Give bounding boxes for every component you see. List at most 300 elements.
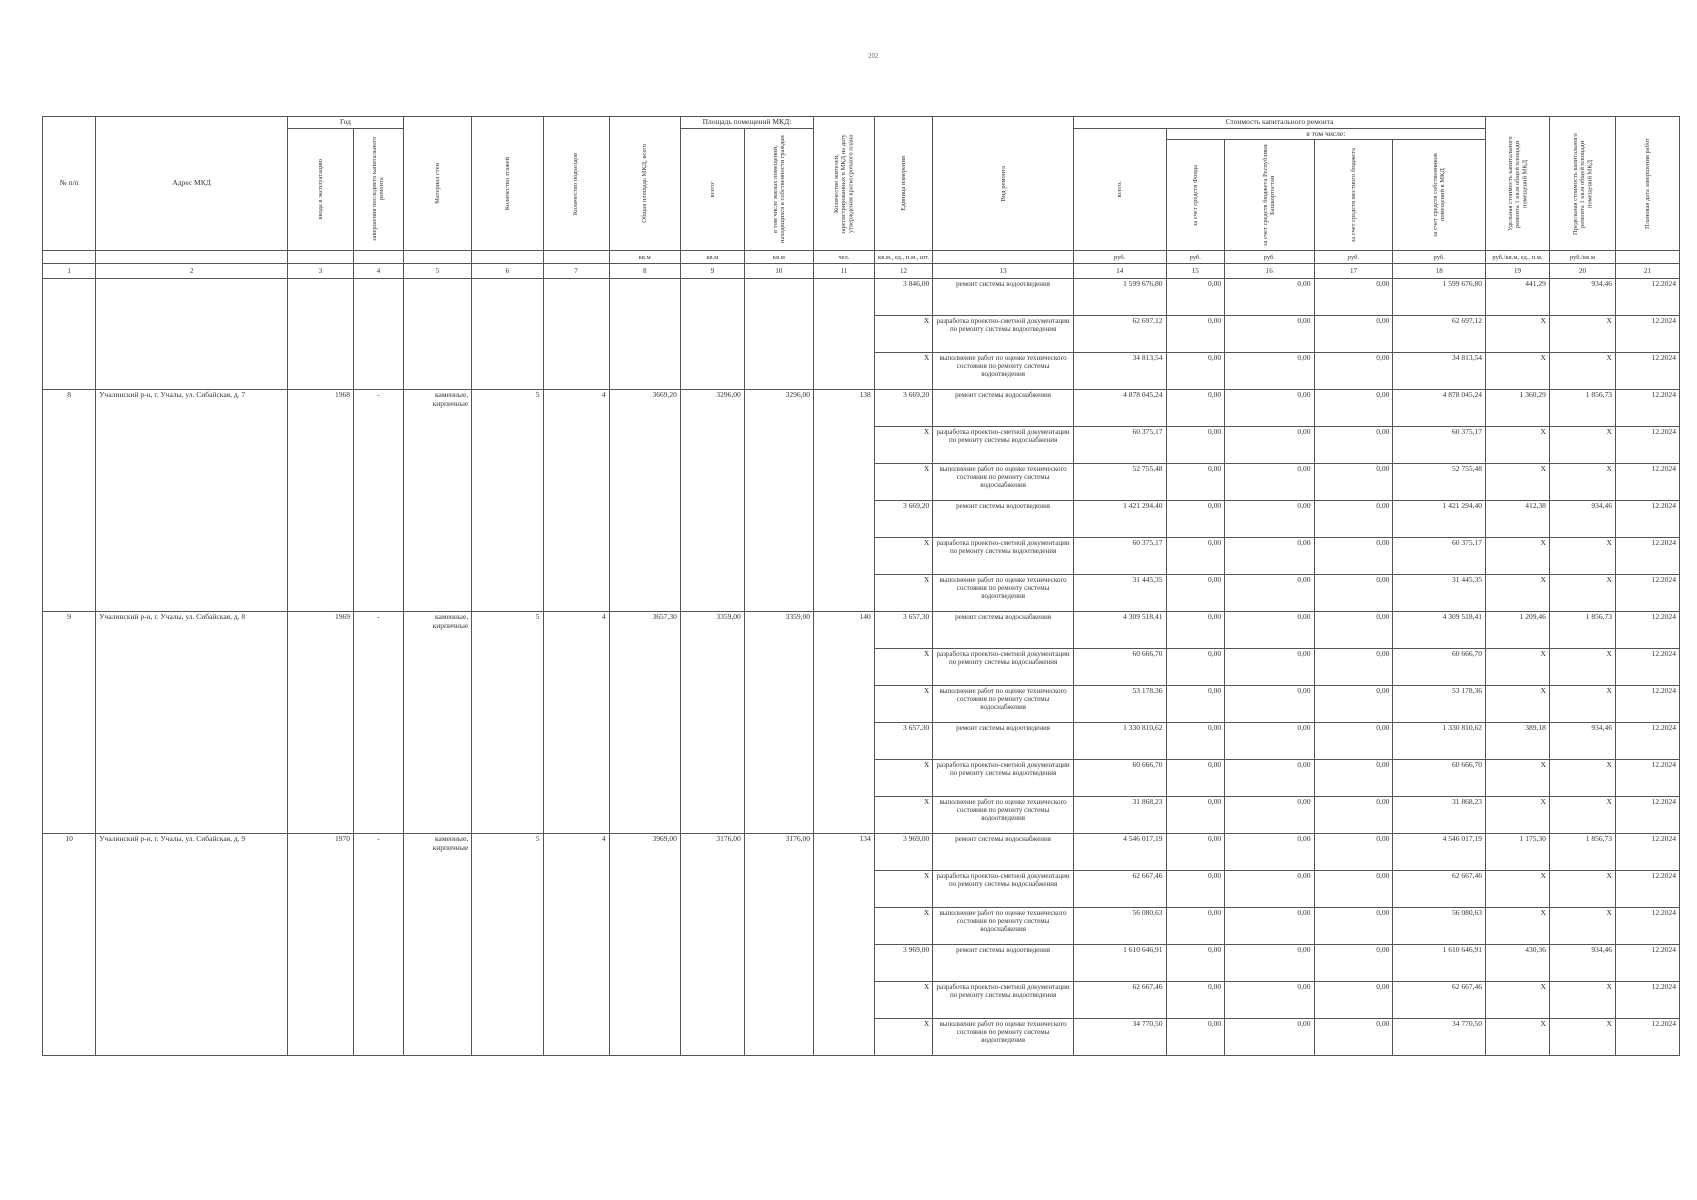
limit-cost: X [1549, 427, 1615, 464]
limit-cost: 1 856,73 [1549, 612, 1615, 649]
col-header-last-overhaul: завершения последнего капитального ремонта [353, 128, 403, 251]
limit-cost: X [1549, 686, 1615, 723]
cost-republic: 0,00 [1225, 686, 1314, 723]
cost-total: 4 546 017,19 [1073, 834, 1166, 871]
house-row [43, 612, 1680, 649]
entrances-count: 4 [543, 390, 609, 612]
cost-republic: 0,00 [1225, 908, 1314, 945]
wall-material: каменные, кирпичные [404, 834, 472, 1056]
work-unit: X [874, 871, 933, 908]
cost-local: 0,00 [1314, 464, 1393, 501]
cost-republic: 0,00 [1225, 353, 1314, 390]
unit-cost: X [1486, 760, 1550, 797]
total-area: 3669,20 [609, 390, 680, 612]
work-type: выполнение работ по оценке технического состояния по ремонту системы водоотведения [933, 1019, 1074, 1056]
cost-local: 0,00 [1314, 760, 1393, 797]
cost-owners: 34 813,54 [1393, 353, 1486, 390]
unit-cost: 389,18 [1486, 723, 1550, 760]
cost-owners: 31 868,23 [1393, 797, 1486, 834]
cost-fund: 0,00 [1166, 686, 1225, 723]
col-header-local: за счет средств местного бюджета [1314, 140, 1393, 251]
unit-owners: руб. [1393, 251, 1486, 264]
entrances-count: 4 [543, 834, 609, 1056]
col-header-including: в том числе: [1166, 128, 1486, 140]
cost-local: 0,00 [1314, 390, 1393, 427]
cost-fund: 0,00 [1166, 797, 1225, 834]
planned-date: 12.2024 [1615, 390, 1679, 427]
unit-cost: X [1486, 908, 1550, 945]
unit-area-owners: кв.м [744, 251, 813, 264]
cost-republic: 0,00 [1225, 797, 1314, 834]
cost-owners: 60 375,17 [1393, 538, 1486, 575]
unit-residents: чел. [814, 251, 875, 264]
register-body [43, 279, 1680, 1056]
limit-cost: 934,46 [1549, 945, 1615, 982]
cost-owners: 53 178,36 [1393, 686, 1486, 723]
col-header-commissioning: ввода в эксплуатацию [287, 128, 353, 251]
unit-cost: X [1486, 1019, 1550, 1056]
unit-cost: X [1486, 982, 1550, 1019]
work-type: ремонт системы водоотведения [933, 501, 1074, 538]
col-header-fund: за счет средств Фонда [1166, 140, 1225, 251]
page-number: 202 [868, 52, 879, 60]
work-type: выполнение работ по оценке технического состояния по ремонту системы водоотведения [933, 575, 1074, 612]
residents-count: 140 [814, 612, 875, 834]
cost-total: 34 813,54 [1073, 353, 1166, 390]
cost-fund: 0,00 [1166, 908, 1225, 945]
area-owners: 3176,00 [744, 834, 813, 1056]
work-type: выполнение работ по оценке технического состояния по ремонту системы водоотведения [933, 353, 1074, 390]
cost-total: 31 445,35 [1073, 575, 1166, 612]
unit-total-area: кв.м [609, 251, 680, 264]
work-unit: 3 969,00 [874, 945, 933, 982]
total-area: 3969,00 [609, 834, 680, 1056]
unit-limit-cost: руб./кв.м [1549, 251, 1615, 264]
work-unit: X [874, 686, 933, 723]
work-type: ремонт системы водоснабжения [933, 390, 1074, 427]
limit-cost: 934,46 [1549, 501, 1615, 538]
unit-cost: X [1486, 464, 1550, 501]
work-type: разработка проектно-сметной документации по ремонту системы водоснабжения [933, 649, 1074, 686]
unit-cost: X [1486, 797, 1550, 834]
limit-cost: 934,46 [1549, 723, 1615, 760]
planned-date: 12.2024 [1615, 279, 1679, 316]
unit-cost: X [1486, 538, 1550, 575]
residents-count: 134 [814, 834, 875, 1056]
cost-total: 52 755,48 [1073, 464, 1166, 501]
planned-date: 12.2024 [1615, 797, 1679, 834]
header-row-1 [43, 117, 1680, 129]
cost-local: 0,00 [1314, 279, 1393, 316]
limit-cost: X [1549, 797, 1615, 834]
unit-cost: 412,38 [1486, 501, 1550, 538]
work-unit: X [874, 649, 933, 686]
work-type: ремонт системы водоснабжения [933, 834, 1074, 871]
total-area: 3657,30 [609, 612, 680, 834]
col-header-repair-type: Вид ремонта [933, 117, 1074, 251]
house-num: 10 [43, 834, 96, 1056]
cost-republic: 0,00 [1225, 760, 1314, 797]
floors-count: 5 [472, 612, 543, 834]
cost-total: 1 421 294,40 [1073, 501, 1166, 538]
unit-cost: 441,29 [1486, 279, 1550, 316]
cost-fund: 0,00 [1166, 871, 1225, 908]
area-all: 3296,00 [680, 390, 744, 612]
cost-total: 4 878 045,24 [1073, 390, 1166, 427]
unit-area-all: кв.м [680, 251, 744, 264]
cost-fund: 0,00 [1166, 723, 1225, 760]
planned-date: 12.2024 [1615, 612, 1679, 649]
cost-total: 62 667,46 [1073, 982, 1166, 1019]
planned-date: 12.2024 [1615, 1019, 1679, 1056]
work-type: разработка проектно-сметной документации по ремонту системы водоснабжения [933, 871, 1074, 908]
cost-republic: 0,00 [1225, 982, 1314, 1019]
cost-republic: 0,00 [1225, 1019, 1314, 1056]
planned-date: 12.2024 [1615, 982, 1679, 1019]
year-built: 1969 [287, 612, 353, 834]
planned-date: 12.2024 [1615, 316, 1679, 353]
unit-cost: 1 360,29 [1486, 390, 1550, 427]
work-unit: 3 657,30 [874, 723, 933, 760]
unit-cost: X [1486, 353, 1550, 390]
work-unit: X [874, 575, 933, 612]
col-header-repair-cost: Стоимость капитального ремонта [1073, 117, 1485, 129]
cost-total: 60 375,17 [1073, 538, 1166, 575]
col-header-residents: Количество жителей, зарегистрированных в МКД на дату утверждения краткосрочного плана [814, 117, 875, 251]
cost-republic: 0,00 [1225, 723, 1314, 760]
planned-date: 12.2024 [1615, 427, 1679, 464]
cost-republic: 0,00 [1225, 390, 1314, 427]
planned-date: 12.2024 [1615, 575, 1679, 612]
house-row [43, 279, 1680, 316]
work-type: разработка проектно-сметной документации по ремонту системы водоотведения [933, 760, 1074, 797]
cost-republic: 0,00 [1225, 501, 1314, 538]
limit-cost: X [1549, 649, 1615, 686]
cost-owners: 60 666,70 [1393, 649, 1486, 686]
area-all [680, 279, 744, 390]
cost-local: 0,00 [1314, 686, 1393, 723]
work-unit: X [874, 427, 933, 464]
cost-owners: 1 330 810,62 [1393, 723, 1486, 760]
cost-local: 0,00 [1314, 649, 1393, 686]
cost-owners: 60 375,17 [1393, 427, 1486, 464]
cost-republic: 0,00 [1225, 871, 1314, 908]
residents-count: 138 [814, 390, 875, 612]
cost-fund: 0,00 [1166, 390, 1225, 427]
cost-fund: 0,00 [1166, 538, 1225, 575]
cost-total: 34 770,50 [1073, 1019, 1166, 1056]
work-type: разработка проектно-сметной документации по ремонту системы водоотведения [933, 538, 1074, 575]
house-num [43, 279, 96, 390]
cost-owners: 34 770,50 [1393, 1019, 1486, 1056]
cost-owners: 1 421 294,40 [1393, 501, 1486, 538]
unit-fund: руб. [1166, 251, 1225, 264]
total-area [609, 279, 680, 390]
unit-local: руб. [1314, 251, 1393, 264]
cost-total: 1 599 676,80 [1073, 279, 1166, 316]
col-header-limit-cost: Предельная стоимость капитального ремонта 1 кв.м общей площади помещений МКД [1549, 117, 1615, 251]
wall-material: каменные, кирпичные [404, 390, 472, 612]
unit-cost: X [1486, 316, 1550, 353]
limit-cost: X [1549, 538, 1615, 575]
year-built: 1968 [287, 390, 353, 612]
col-header-floors: Количество этажей [472, 117, 543, 251]
cost-local: 0,00 [1314, 723, 1393, 760]
entrances-count: 4 [543, 612, 609, 834]
cost-fund: 0,00 [1166, 612, 1225, 649]
work-type: выполнение работ по оценке технического состояния по ремонту системы водоснабжения [933, 908, 1074, 945]
units-row [43, 251, 1680, 264]
cost-total: 56 080,63 [1073, 908, 1166, 945]
cost-fund: 0,00 [1166, 982, 1225, 1019]
work-unit: 3 846,00 [874, 279, 933, 316]
work-type: выполнение работ по оценке технического состояния по ремонту системы водоснабжения [933, 464, 1074, 501]
cost-local: 0,00 [1314, 797, 1393, 834]
work-unit: X [874, 316, 933, 353]
unit-measure: кв.м., ед., п.м., шт. [874, 251, 933, 264]
area-owners [744, 279, 813, 390]
cost-total: 1 610 646,91 [1073, 945, 1166, 982]
work-unit: X [874, 797, 933, 834]
planned-date: 12.2024 [1615, 353, 1679, 390]
house-row [43, 390, 1680, 427]
col-header-republic: за счет средств бюджета Республики Башкортостан [1225, 140, 1314, 251]
wall-material [404, 279, 472, 390]
work-unit: 3 969,00 [874, 834, 933, 871]
cost-republic: 0,00 [1225, 464, 1314, 501]
cost-owners: 60 666,70 [1393, 760, 1486, 797]
cost-fund: 0,00 [1166, 945, 1225, 982]
cost-total: 60 375,17 [1073, 427, 1166, 464]
cost-local: 0,00 [1314, 353, 1393, 390]
cost-owners: 31 445,35 [1393, 575, 1486, 612]
house-address: Учалинский р-н, г. Учалы, ул. Сибайская, д. 8 [96, 612, 288, 834]
area-all: 3176,00 [680, 834, 744, 1056]
limit-cost: X [1549, 760, 1615, 797]
cost-republic: 0,00 [1225, 316, 1314, 353]
house-address: Учалинский р-н, г. Учалы, ул. Сибайская, д. 7 [96, 390, 288, 612]
limit-cost: 1 856,73 [1549, 834, 1615, 871]
cost-republic: 0,00 [1225, 575, 1314, 612]
year-overhaul: - [353, 390, 403, 612]
year-overhaul [353, 279, 403, 390]
limit-cost: X [1549, 908, 1615, 945]
cost-owners: 1 610 646,91 [1393, 945, 1486, 982]
work-unit: 3 657,30 [874, 612, 933, 649]
work-unit: X [874, 353, 933, 390]
work-unit: X [874, 538, 933, 575]
cost-fund: 0,00 [1166, 501, 1225, 538]
work-unit: X [874, 908, 933, 945]
cost-total: 31 868,23 [1073, 797, 1166, 834]
cost-local: 0,00 [1314, 945, 1393, 982]
house-address [96, 279, 288, 390]
unit-cost: 430,36 [1486, 945, 1550, 982]
floors-count: 5 [472, 834, 543, 1056]
work-type: выполнение работ по оценке технического состояния по ремонту системы водоснабжения [933, 686, 1074, 723]
cost-owners: 1 599 676,80 [1393, 279, 1486, 316]
cost-local: 0,00 [1314, 612, 1393, 649]
cost-local: 0,00 [1314, 834, 1393, 871]
cost-fund: 0,00 [1166, 575, 1225, 612]
work-type: ремонт системы водоотведения [933, 723, 1074, 760]
cost-local: 0,00 [1314, 501, 1393, 538]
house-row [43, 834, 1680, 871]
planned-date: 12.2024 [1615, 723, 1679, 760]
cost-fund: 0,00 [1166, 353, 1225, 390]
cost-total: 60 666,70 [1073, 760, 1166, 797]
cost-local: 0,00 [1314, 908, 1393, 945]
cost-owners: 4 546 017,19 [1393, 834, 1486, 871]
cost-local: 0,00 [1314, 575, 1393, 612]
cost-local: 0,00 [1314, 538, 1393, 575]
cost-republic: 0,00 [1225, 612, 1314, 649]
col-header-unit: Единица измерения [874, 117, 933, 251]
floors-count [472, 279, 543, 390]
col-header-area-owners: в том числе жилых помещений, находящихся в собственности граждан [744, 128, 813, 251]
cost-fund: 0,00 [1166, 279, 1225, 316]
entrances-count [543, 279, 609, 390]
unit-cost: X [1486, 427, 1550, 464]
col-header-wall-material: Материал стен [404, 117, 472, 251]
cost-fund: 0,00 [1166, 464, 1225, 501]
unit-cost: X [1486, 871, 1550, 908]
unit-cost: X [1486, 686, 1550, 723]
work-type: ремонт системы водоотведения [933, 279, 1074, 316]
limit-cost: 934,46 [1549, 279, 1615, 316]
col-header-cost-total: всего: [1073, 128, 1166, 251]
cost-local: 0,00 [1314, 871, 1393, 908]
unit-unit-cost: руб./кв.м, ед., п.м. [1486, 251, 1550, 264]
limit-cost: X [1549, 316, 1615, 353]
wall-material: каменные, кирпичные [404, 612, 472, 834]
house-num: 9 [43, 612, 96, 834]
work-type: разработка проектно-сметной документации по ремонту системы водоснабжения [933, 427, 1074, 464]
house-address: Учалинский р-н, г. Учалы, ул. Сибайская, д. 9 [96, 834, 288, 1056]
cost-owners: 62 667,46 [1393, 871, 1486, 908]
cost-total: 62 697,12 [1073, 316, 1166, 353]
col-header-total-area: Общая площадь МКД, всего [609, 117, 680, 251]
limit-cost: X [1549, 982, 1615, 1019]
cost-fund: 0,00 [1166, 834, 1225, 871]
cost-total: 60 666,70 [1073, 649, 1166, 686]
cost-total: 1 330 810,62 [1073, 723, 1166, 760]
cost-owners: 52 755,48 [1393, 464, 1486, 501]
planned-date: 12.2024 [1615, 649, 1679, 686]
cost-republic: 0,00 [1225, 834, 1314, 871]
unit-cost: 1 175,30 [1486, 834, 1550, 871]
cost-republic: 0,00 [1225, 279, 1314, 316]
cost-fund: 0,00 [1166, 316, 1225, 353]
cost-local: 0,00 [1314, 1019, 1393, 1056]
planned-date: 12.2024 [1615, 464, 1679, 501]
work-unit: X [874, 464, 933, 501]
work-type: ремонт системы водоснабжения [933, 612, 1074, 649]
limit-cost: X [1549, 464, 1615, 501]
work-unit: 3 669,20 [874, 390, 933, 427]
col-header-premises-area: Площадь помещений МКД: [680, 117, 813, 129]
work-unit: X [874, 1019, 933, 1056]
limit-cost: X [1549, 575, 1615, 612]
col-header-address: Адрес МКД [96, 117, 288, 251]
col-header-owners: за счет средств собственников помещений в МКД [1393, 140, 1486, 251]
cost-local: 0,00 [1314, 982, 1393, 1019]
house-num: 8 [43, 390, 96, 612]
col-header-entrances: Количество подъездов [543, 117, 609, 251]
work-type: выполнение работ по оценке технического состояния по ремонту системы водоотведения [933, 797, 1074, 834]
area-owners: 3359,00 [744, 612, 813, 834]
cost-local: 0,00 [1314, 316, 1393, 353]
col-header-num: № п/п [43, 117, 96, 251]
unit-cost: X [1486, 575, 1550, 612]
col-header-unit-cost: Удельная стоимость капитального ремонта 1 кв.м общей площади помещений МКД [1486, 117, 1550, 251]
residents-count [814, 279, 875, 390]
cost-fund: 0,00 [1166, 649, 1225, 686]
cost-owners: 4 309 518,41 [1393, 612, 1486, 649]
cost-owners: 56 080,63 [1393, 908, 1486, 945]
cost-fund: 0,00 [1166, 760, 1225, 797]
unit-cost: X [1486, 649, 1550, 686]
planned-date: 12.2024 [1615, 686, 1679, 723]
cost-fund: 0,00 [1166, 427, 1225, 464]
limit-cost: X [1549, 871, 1615, 908]
planned-date: 12.2024 [1615, 871, 1679, 908]
area-all: 3359,00 [680, 612, 744, 834]
year-overhaul: - [353, 834, 403, 1056]
planned-date: 12.2024 [1615, 760, 1679, 797]
unit-republic: руб. [1225, 251, 1314, 264]
planned-date: 12.2024 [1615, 538, 1679, 575]
area-owners: 3296,00 [744, 390, 813, 612]
planned-date: 12.2024 [1615, 908, 1679, 945]
col-header-area-all: всего: [680, 128, 744, 251]
unit-cost: 1 209,46 [1486, 612, 1550, 649]
cost-owners: 4 878 045,24 [1393, 390, 1486, 427]
cost-republic: 0,00 [1225, 427, 1314, 464]
planned-date: 12.2024 [1615, 945, 1679, 982]
work-type: разработка проектно-сметной документации по ремонту системы водоотведения [933, 316, 1074, 353]
work-type: разработка проектно-сметной документации по ремонту системы водоотведения [933, 982, 1074, 1019]
floors-count: 5 [472, 390, 543, 612]
repair-register-table [42, 116, 1680, 1056]
limit-cost: X [1549, 353, 1615, 390]
cost-total: 62 667,46 [1073, 871, 1166, 908]
column-index-row: 1 2 3 4 5 6 7 8 9 10 11 12 13 14 15 16 17 18 19 20 21 [43, 264, 1680, 279]
cost-fund: 0,00 [1166, 1019, 1225, 1056]
work-unit: X [874, 982, 933, 1019]
col-header-year: Год [287, 117, 403, 129]
col-header-planned-date: Плановая дата завершения работ [1615, 117, 1679, 251]
cost-total: 53 178,36 [1073, 686, 1166, 723]
cost-republic: 0,00 [1225, 538, 1314, 575]
cost-owners: 62 697,12 [1393, 316, 1486, 353]
cost-total: 4 309 518,41 [1073, 612, 1166, 649]
year-built: 1970 [287, 834, 353, 1056]
planned-date: 12.2024 [1615, 834, 1679, 871]
limit-cost: X [1549, 1019, 1615, 1056]
cost-republic: 0,00 [1225, 945, 1314, 982]
planned-date: 12.2024 [1615, 501, 1679, 538]
unit-cost-total: руб. [1073, 251, 1166, 264]
year-built [287, 279, 353, 390]
year-overhaul: - [353, 612, 403, 834]
cost-owners: 62 667,46 [1393, 982, 1486, 1019]
work-unit: 3 669,20 [874, 501, 933, 538]
limit-cost: 1 856,73 [1549, 390, 1615, 427]
cost-republic: 0,00 [1225, 649, 1314, 686]
cost-local: 0,00 [1314, 427, 1393, 464]
work-unit: X [874, 760, 933, 797]
